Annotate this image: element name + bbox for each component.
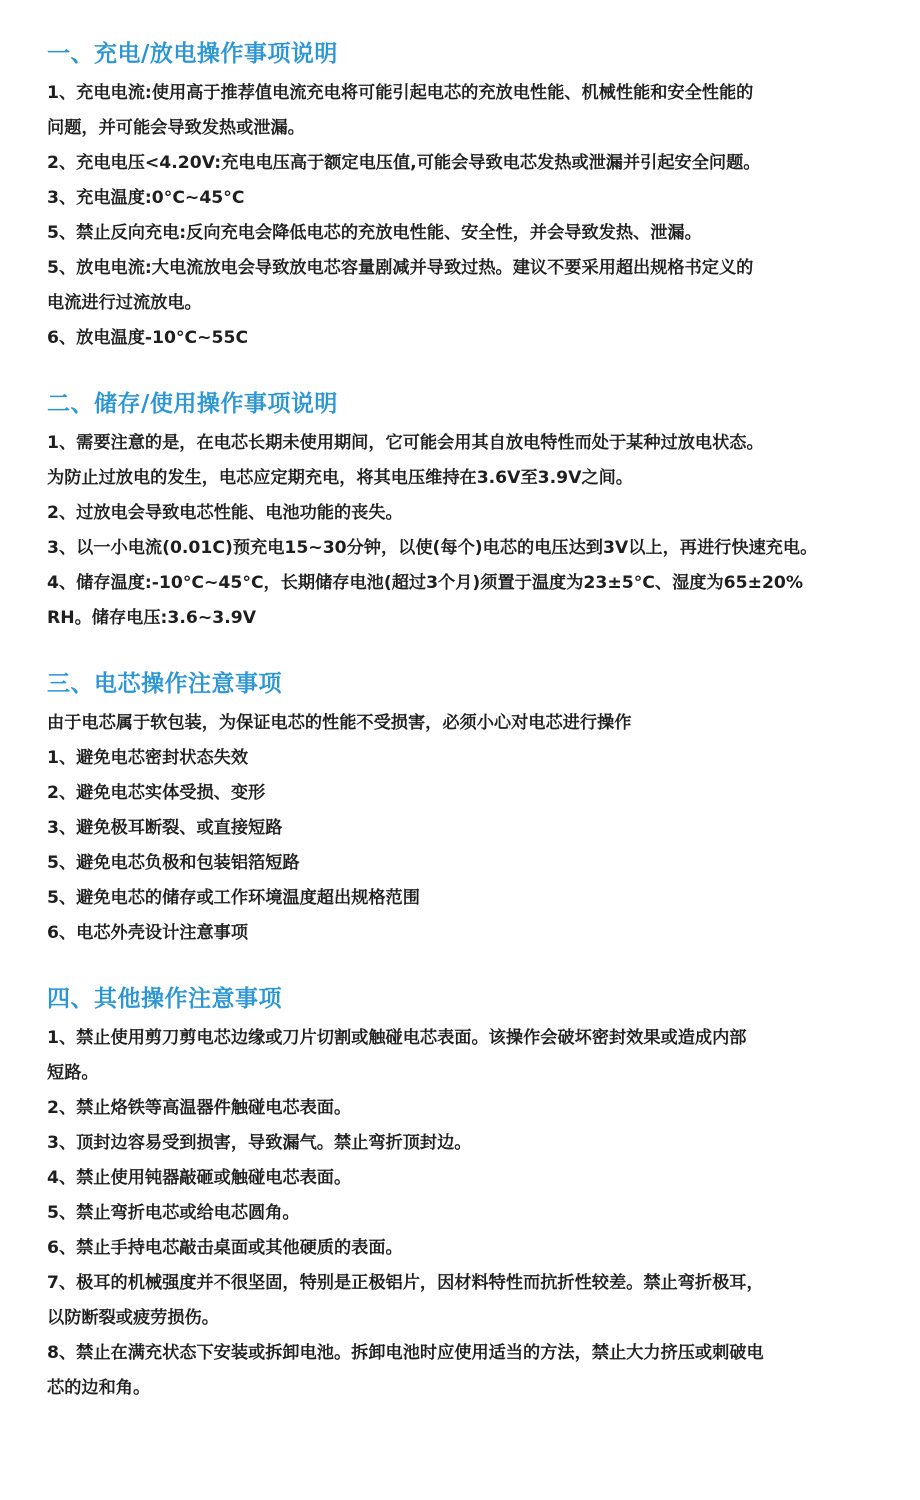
- section-title: 二、储存/使用操作事项说明: [47, 391, 338, 417]
- text-line: 3、充电温度:0°C~45°C: [47, 188, 245, 208]
- text-line: 2、过放电会导致电芯性能、电池功能的丧失。: [47, 503, 403, 523]
- document-body: [47, 34, 907, 1406]
- section-charge-discharge: [47, 34, 907, 356]
- text-line: 2、禁止烙铁等高温器件触碰电芯表面。: [47, 1098, 352, 1118]
- text-line: 3、避免极耳断裂、或直接短路: [47, 818, 283, 838]
- text-line: 1、禁止使用剪刀剪电芯边缘或刀片切割或触碰电芯表面。该操作会破坏密封效果或造成内部: [47, 1028, 747, 1048]
- text-line: 电流进行过流放电。: [47, 293, 202, 313]
- section-storage-usage: [47, 384, 907, 636]
- section-other-precautions: [47, 979, 907, 1406]
- text-line: 由于电芯属于软包装，为保证电芯的性能不受损害，必须小心对电芯进行操作: [47, 713, 632, 733]
- section-title: 一、充电/放电操作事项说明: [47, 41, 338, 67]
- text-line: 8、禁止在满充状态下安装或拆卸电池。拆卸电池时应使用适当的方法，禁止大力挤压或刺破电: [47, 1343, 764, 1363]
- text-line: 1、避免电芯密封状态失效: [47, 748, 249, 768]
- text-line: 5、禁止弯折电芯或给电芯圆角。: [47, 1203, 300, 1223]
- text-line: 为防止过放电的发生，电芯应定期充电，将其电压维持在3.6V至3.9V之间。: [47, 468, 633, 488]
- section-title: 三、电芯操作注意事项: [47, 671, 282, 697]
- text-line: 短路。: [47, 1063, 99, 1083]
- text-line: RH。储存电压:3.6~3.9V: [47, 608, 257, 628]
- text-line: 5、避免电芯的储存或工作环境温度超出规格范围: [47, 888, 420, 908]
- text-line: 5、避免电芯负极和包装铝箔短路: [47, 853, 300, 873]
- text-line: 4、储存温度:-10°C~45°C，长期储存电池(超过3个月)须置于温度为23±5°C、湿度为65±20%: [47, 573, 804, 593]
- text-line: 2、充电电压<4.20V:充电电压高于额定电压值,可能会导致电芯发热或泄漏并引起安全问题。: [47, 153, 761, 173]
- text-line: 1、充电电流:使用高于推荐值电流充电将可能引起电芯的充放电性能、机械性能和安全性能的: [47, 83, 754, 103]
- text-line: 6、放电温度-10°C~55C: [47, 328, 249, 348]
- text-line: 1、需要注意的是，在电芯长期未使用期间，它可能会用其自放电特性而处于某种过放电状态。: [47, 433, 764, 453]
- text-line: 7、极耳的机械强度并不很坚固，特别是正极铝片，因材料特性而抗折性较差。禁止弯折极耳，: [47, 1273, 764, 1293]
- section-title: 四、其他操作注意事项: [47, 986, 282, 1012]
- text-line: 5、放电电流:大电流放电会导致放电芯容量剧减并导致过热。建议不要采用超出规格书定义的: [47, 258, 754, 278]
- section-cell-handling: [47, 664, 907, 951]
- text-line: 芯的边和角。: [47, 1378, 151, 1398]
- text-line: 6、禁止手持电芯敲击桌面或其他硬质的表面。: [47, 1238, 403, 1258]
- text-line: 5、禁止反向充电:反向充电会降低电芯的充放电性能、安全性，并会导致发热、泄漏。: [47, 223, 702, 243]
- text-line: 4、禁止使用钝器敲砸或触碰电芯表面。: [47, 1168, 352, 1188]
- text-line: 以防断裂或疲劳损伤。: [47, 1308, 219, 1328]
- text-line: 3、顶封边容易受到损害，导致漏气。禁止弯折顶封边。: [47, 1133, 472, 1153]
- text-line: 2、避免电芯实体受损、变形: [47, 783, 266, 803]
- text-line: 问题，并可能会导致发热或泄漏。: [47, 118, 305, 138]
- text-line: 3、以一小电流(0.01C)预充电15~30分钟，以使(每个)电芯的电压达到3V以上，再进行快速充电。: [47, 538, 818, 558]
- text-line: 6、电芯外壳设计注意事项: [47, 923, 249, 943]
